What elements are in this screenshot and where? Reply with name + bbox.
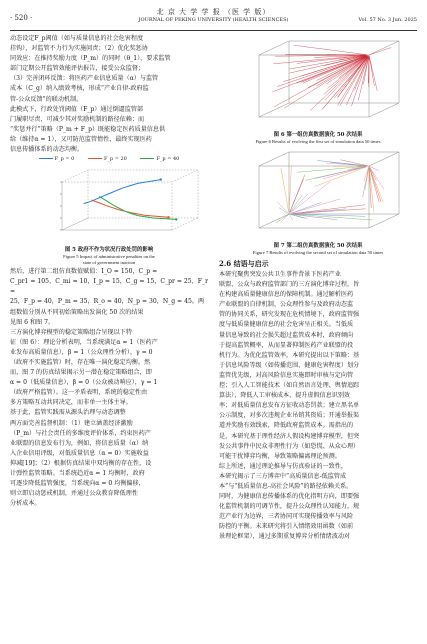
text-line: （P_m）与社会责任的多维度评价体系，约束医药产	[10, 429, 151, 437]
paragraph-simulation	[10, 267, 208, 509]
text-line: 机行为。为优化监管效率，本研究提出以下策略：基	[219, 351, 360, 359]
trajectory-line	[370, 168, 381, 202]
text-line: 本研究揭示了三方博弈中“高质量信息-低监管成	[219, 472, 347, 480]
trajectory-line	[293, 205, 365, 214]
figure-6	[219, 35, 417, 145]
trajectory-line	[294, 45, 366, 54]
series-endpoint	[167, 216, 169, 218]
figure-7	[219, 146, 417, 256]
page-number: · 520 ·	[10, 14, 33, 22]
figure-5-caption-cn: 图 5 政府不作为状况行政处罚的影响	[64, 247, 154, 254]
text-line: 成本（C_g）纳入绩效考核，形成“产业自律-政府监	[10, 85, 149, 93]
trajectory-line	[290, 187, 300, 213]
paragraph-mode	[10, 105, 208, 155]
trajectory-line	[310, 57, 367, 110]
text-line: 综上所述，通过理论推导与仿真验证的一致性，	[219, 462, 347, 470]
trajectory-line	[281, 215, 289, 223]
legend-label: F_p = 0	[54, 156, 75, 163]
box-edge	[369, 152, 399, 166]
section-heading: 2.6 结语与启示	[219, 259, 269, 268]
journal-title-en: JOURNAL OF PEKING UNIVERSITY (HEALTH SCIENCES)	[138, 17, 289, 23]
text-line: 见图 6 和图 7。	[10, 318, 55, 326]
trajectory-line	[277, 202, 288, 214]
text-line: 而，图 7 的仿真结果揭示另一潜在稳定策略组合，即	[10, 369, 152, 377]
text-line: C_pr1 = 105，C_mi = 10，I_p = 15，C_g = 15，C_pr = 25，F_r =	[10, 278, 208, 296]
text-line: 联盟、公众与政府监管部门的三方演化博弈过程，旨	[219, 281, 360, 289]
figure-5-caption-en: state of government inaction	[82, 260, 136, 266]
journal-volume-info: Vol. 57 No. 3 Jun. 2025	[358, 17, 417, 23]
text-line: 公示制度，对多次违规企业吊销其资质；开通举报渠	[219, 412, 360, 420]
trajectory-line	[281, 168, 289, 212]
box-edge	[369, 41, 399, 55]
text-line: 范产业行为边界，三者协同可实现传播效率与风险	[219, 513, 354, 521]
text-line: 此模式下，行政处罚阈值（F_p）通过倒逼监管部	[10, 105, 144, 113]
box-edge	[369, 214, 399, 228]
text-line: 道并奖励有效线索，降低政府监管成本。需指出的	[219, 422, 354, 430]
series-line	[99, 197, 176, 220]
series-endpoint	[160, 179, 162, 181]
figure-7-plot	[219, 146, 417, 242]
text-line: 可能干扰博弈均衡，导致策略偏离理论预测。	[219, 452, 341, 460]
series-line	[84, 180, 161, 204]
journal-header	[10, 6, 417, 31]
trajectory-line	[317, 161, 366, 166]
text-line: 防控的平衡。未来研究将引入情绪效用函数（如前	[219, 523, 354, 531]
trajectory-line	[289, 166, 291, 212]
legend-label: F_p = 20	[103, 156, 127, 163]
text-line: 门履职尽责，可减少其对奖励机制的路径依赖；而	[10, 115, 145, 123]
box-edge	[369, 103, 399, 117]
text-line: 发公共事件中民众非理性行为（如恐慌、从众心理）	[219, 442, 360, 450]
text-line: （3）完善闭环反馈：将医药产业信息质量（α）与监管	[10, 75, 159, 83]
box-edge	[172, 170, 198, 182]
figure-6-caption-cn: 图 6 第一组仿真数据演化 50 次结果	[273, 132, 363, 138]
text-line: 同效应：在推持奖励力度（P_m）的同时（θ_1），要求监管	[10, 55, 171, 63]
text-line: 同时，为健康信息传播体系的优化指明方向，即要强	[219, 493, 360, 501]
figure-7-caption-cn: 图 7 第二组仿真数据演化 50 次结果	[273, 243, 363, 249]
legend-label: F_p = 40	[156, 156, 180, 163]
text-line: 度与低质量健康信息的社会危害呈正相关。当低质	[219, 321, 354, 329]
trajectory-line	[317, 56, 367, 86]
figure-5-legend	[10, 156, 208, 162]
figure-5	[10, 156, 208, 266]
text-line: “奖惩并行”策略（P_m + F_p）既能稳定医药质量信息供	[10, 125, 166, 133]
right-column	[219, 34, 417, 543]
text-line: 在构建高质量健康信息的保障机制。通过解析医药	[219, 291, 354, 299]
text-line: 产业联盟的自律机制、公众理性参与及政府动态监	[219, 301, 354, 309]
text-line: 化监管机制的可调节性，提升公众理性认知能力，规	[219, 503, 360, 511]
text-line: 多方策略互动共同决定，而非单一主体主导。	[10, 399, 132, 407]
journal-title-cn: 北 京 大 学 学 报 （医 学 版）	[156, 8, 271, 16]
text-line: 然后，进行第二组仿真数值赋值：I_O = 150，C_p =	[10, 268, 158, 276]
legend-item	[39, 156, 75, 162]
legend-item	[140, 156, 179, 162]
text-line: α = 0（低质量信息），β = 0（公众被动响应），γ = 1	[10, 379, 158, 387]
figure-6-plot	[219, 35, 417, 131]
trajectory-line	[276, 215, 288, 224]
trajectory-line	[363, 168, 369, 197]
text-line: 征（图 6）：理论分析表明，当系统满足α = 1（医药产	[10, 338, 158, 346]
text-line: 管-公众反馈”的联动机制。	[10, 95, 83, 103]
text-line: （政府严格监管）。这一矛盾表明，系统的稳定性由	[10, 389, 148, 397]
text-line: 给（维持α = 1），又可防范监管惰性，最终实现医药	[10, 135, 152, 143]
paragraph-policy	[10, 34, 208, 105]
text-line: 本”与“低质量信息-高社会风险”的路径依赖关系。	[219, 482, 353, 490]
text-line: 量信息导致的社会损失超过监管成本时，政府倾向	[219, 331, 354, 339]
text-line: 25，F_p = 40，P_m = 35，R_o = 40，N_p = 30，N_g = 45。两	[10, 298, 205, 306]
text-line: 基于此，监管实践需从源头治理与动态调整	[10, 409, 126, 417]
text-line: 景理论框架），通过多期重复博弈分析情绪波动对	[219, 533, 351, 541]
text-line: 于信息风险等级（如传播范围、健康危害程度）划分	[219, 361, 360, 369]
text-line: 本研究聚焦突发公共卫生事件背景下医药产业	[219, 271, 341, 278]
legend-item	[88, 156, 127, 162]
figure-5-plot	[10, 162, 208, 246]
text-line: 信息传播体系的动态均衡。	[10, 146, 84, 154]
text-line: 组数值分别从不同初始策略出发演化 50 次的结果	[10, 308, 144, 316]
figure-5-caption-en: Figure 5 Impact of administrative penalties on the	[63, 254, 155, 260]
trajectory-line	[369, 168, 371, 208]
box-edge	[259, 41, 289, 55]
trajectory-line	[290, 194, 308, 213]
paragraph-conclusion	[219, 270, 417, 543]
text-line: （政府不实施监管）时，存在唯一演化稳定均衡。然	[10, 358, 151, 366]
figure-6-caption-en: Figure 6 Results of evolving the first set of simulation data 50 times	[255, 139, 381, 144]
series-endpoint	[175, 218, 177, 220]
text-line: 业联盟的信息发布行为，例如，将信息质量（α）纳	[10, 439, 149, 447]
text-line: 两方面完善监督机制：（1）建立涵盖经济激励	[10, 419, 133, 427]
text-line: 部门定期公开监管效能评估报告，接受公众监督；	[10, 65, 145, 73]
axis-line	[62, 218, 88, 230]
text-line: 算法），降低人工审核成本，提升虚假信息识别效	[219, 392, 351, 400]
text-line: 分析成本。	[10, 500, 41, 508]
text-line: 动态设定F_p阈值（如与质量信息的社会危害程度	[10, 35, 144, 42]
text-line: 业发布高质量信息），β = 1（公众理性分析），γ = 0	[10, 348, 153, 356]
box-edge	[259, 214, 289, 228]
trajectory-line	[369, 56, 374, 86]
box-edge	[62, 170, 88, 182]
text-line: 于提高监管概率，从而显著抑制医药产业联盟的投	[219, 341, 354, 349]
left-column	[10, 34, 208, 509]
text-line: 率；对低质量信息发布方征收动态罚款；建立黑名单	[219, 402, 360, 410]
box-edge	[259, 103, 289, 117]
trajectory-line	[369, 56, 377, 90]
trajectory-line	[370, 48, 391, 55]
text-line: 挂钩），对监管不力行为实施问责；（2）优化奖惩协	[10, 45, 148, 53]
text-line: 三方演化博弈模型的稳定策略组合呈现以下特	[10, 328, 132, 336]
text-line: 控；引入人工智能技术（如自然语言处理、舆情追踪	[219, 382, 360, 390]
text-line: 管的协同关系，研究发现在危机情境下，政府监管强	[219, 311, 360, 319]
series-line	[92, 200, 169, 217]
figure-7-caption-en: Figure 7 Results of evolving the second set of simulation data 50 times	[252, 250, 384, 255]
trajectory-line	[274, 57, 365, 107]
trajectory-line	[323, 167, 366, 179]
text-line: 则立即启动惩戒机制，并通过公众教育降低理性	[10, 490, 138, 498]
text-line: 是，本研究基于理性经济人假设构建博弈模型，但突	[219, 432, 360, 440]
text-line: 可逐步降低监管强度，当系统向α = 0 均衡偏移，	[10, 480, 145, 488]
text-line: 入企业信用评级，对低质量信息（α = 0）实施收益	[10, 449, 149, 457]
text-line: 计弹性监管策略。当系统趋近α = 1 均衡时，政府	[10, 470, 145, 477]
text-line: 抑减[19]；（2）根据仿真结果中双均衡的存在性，设	[10, 459, 152, 467]
box-edge	[259, 152, 289, 166]
text-line: 监管优先级，对高风险信息实施即时审核与定向管	[219, 371, 354, 379]
